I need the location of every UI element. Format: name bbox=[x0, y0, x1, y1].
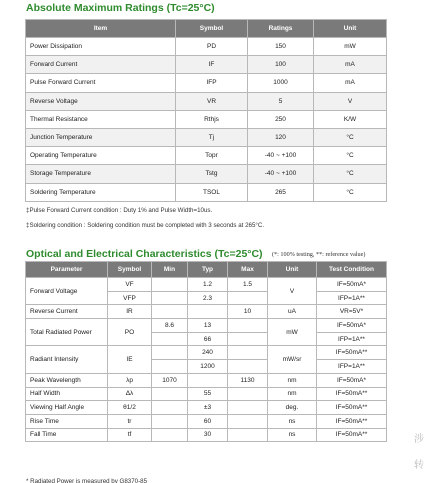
cell-condition: IFP=1A** bbox=[317, 332, 387, 346]
cell-symbol: VFP bbox=[108, 291, 152, 305]
cell-max: 10 bbox=[228, 305, 268, 319]
table-row bbox=[26, 165, 387, 183]
cell-condition: IF=50mA* bbox=[317, 319, 387, 333]
cell-condition: IF=50mA** bbox=[317, 428, 387, 442]
col-symbol: Symbol bbox=[176, 20, 248, 38]
cell-min bbox=[152, 278, 188, 292]
cell-unit: ns bbox=[268, 414, 317, 428]
cell-parameter: Reverse Current bbox=[26, 305, 108, 319]
cell-item: Pulse Forward Current bbox=[26, 74, 176, 92]
cell-unit: mW bbox=[314, 38, 387, 56]
cell-max: 1.5 bbox=[228, 278, 268, 292]
cell-item: Storage Temperature bbox=[26, 165, 176, 183]
cell-parameter: Peak Wavelength bbox=[26, 373, 108, 387]
abs-header-row bbox=[26, 20, 387, 38]
table-row bbox=[26, 56, 387, 74]
cell-unit: mA bbox=[314, 56, 387, 74]
cell-unit: °C bbox=[314, 165, 387, 183]
table-row bbox=[26, 110, 387, 128]
cell-rating: 265 bbox=[248, 183, 314, 201]
cell-item: Forward Current bbox=[26, 56, 176, 74]
cell-max bbox=[228, 428, 268, 442]
cell-typ: 1.2 bbox=[188, 278, 228, 292]
cell-min bbox=[152, 387, 188, 401]
table-row bbox=[26, 387, 387, 401]
optical-title: Optical and Electrical Characteristics (Tc=25°C) bbox=[26, 248, 263, 260]
cell-condition: IF=50mA** bbox=[317, 401, 387, 415]
col-typ: Typ bbox=[188, 262, 228, 278]
cell-item: Junction Temperature bbox=[26, 128, 176, 146]
col-ratings: Ratings bbox=[248, 20, 314, 38]
table-row bbox=[26, 183, 387, 201]
cell-rating: 120 bbox=[248, 128, 314, 146]
col-unit: Unit bbox=[268, 262, 317, 278]
cell-max bbox=[228, 401, 268, 415]
cell-symbol: VR bbox=[176, 92, 248, 110]
cell-unit: mW/sr bbox=[268, 346, 317, 373]
cell-typ: 55 bbox=[188, 387, 228, 401]
cell-condition: IFP=1A** bbox=[317, 360, 387, 374]
cell-parameter: Total Radiated Power bbox=[26, 319, 108, 346]
cell-unit: °C bbox=[314, 147, 387, 165]
cell-typ bbox=[188, 373, 228, 387]
cell-max bbox=[228, 291, 268, 305]
cell-unit: mA bbox=[314, 74, 387, 92]
cell-condition: IFP=1A** bbox=[317, 291, 387, 305]
cell-unit: uA bbox=[268, 305, 317, 319]
cell-unit: K/W bbox=[314, 110, 387, 128]
cell-min bbox=[152, 305, 188, 319]
cell-symbol: IE bbox=[108, 346, 152, 373]
cell-typ: 60 bbox=[188, 414, 228, 428]
cell-min bbox=[152, 401, 188, 415]
table-row bbox=[26, 147, 387, 165]
cell-typ: 240 bbox=[188, 346, 228, 360]
table-row bbox=[26, 428, 387, 442]
cell-max bbox=[228, 414, 268, 428]
cell-min bbox=[152, 428, 188, 442]
cell-item: Reverse Voltage bbox=[26, 92, 176, 110]
cell-rating: 250 bbox=[248, 110, 314, 128]
table-row bbox=[26, 38, 387, 56]
col-min: Min bbox=[152, 262, 188, 278]
cell-unit: V bbox=[314, 92, 387, 110]
cell-min bbox=[152, 360, 188, 374]
cell-item: Thermal Resistance bbox=[26, 110, 176, 128]
cell-item: Soldering Temperature bbox=[26, 183, 176, 201]
table-row bbox=[26, 373, 387, 387]
cell-max bbox=[228, 346, 268, 360]
table-row bbox=[26, 92, 387, 110]
cell-symbol: IFP bbox=[176, 74, 248, 92]
cell-symbol: TSOL bbox=[176, 183, 248, 201]
side-glyph: 涉 bbox=[414, 434, 424, 445]
cell-symbol: Topr bbox=[176, 147, 248, 165]
cell-symbol: IR bbox=[108, 305, 152, 319]
cell-symbol: θ1/2 bbox=[108, 401, 152, 415]
cell-condition: IF=50mA** bbox=[317, 387, 387, 401]
table-row bbox=[26, 346, 387, 360]
cell-symbol: Tstg bbox=[176, 165, 248, 183]
col-item: Item bbox=[26, 20, 176, 38]
cell-condition: IF=50mA** bbox=[317, 346, 387, 360]
cell-min: 1070 bbox=[152, 373, 188, 387]
cell-symbol: tf bbox=[108, 428, 152, 442]
cell-max: 1130 bbox=[228, 373, 268, 387]
cell-condition: IF=50mA* bbox=[317, 278, 387, 292]
cell-symbol: Tj bbox=[176, 128, 248, 146]
cell-max bbox=[228, 332, 268, 346]
col-unit: Unit bbox=[314, 20, 387, 38]
optical-table bbox=[25, 261, 387, 442]
col-parameter: Parameter bbox=[26, 262, 108, 278]
cell-symbol: Rthjs bbox=[176, 110, 248, 128]
table-row bbox=[26, 401, 387, 415]
cell-unit: deg. bbox=[268, 401, 317, 415]
table-row bbox=[26, 128, 387, 146]
cell-unit: °C bbox=[314, 128, 387, 146]
table-row bbox=[26, 305, 387, 319]
table-row bbox=[26, 319, 387, 333]
opt-header-row bbox=[26, 262, 387, 278]
cell-parameter: Half Width bbox=[26, 387, 108, 401]
cell-rating: 100 bbox=[248, 56, 314, 74]
cell-symbol: PD bbox=[176, 38, 248, 56]
cell-unit: nm bbox=[268, 387, 317, 401]
cell-typ: 30 bbox=[188, 428, 228, 442]
soldering-note: ‡Soldering condition : Soldering condition must be completed with 3 seconds at 265°C. bbox=[26, 222, 265, 229]
cell-min bbox=[152, 346, 188, 360]
cell-parameter: Rise Time bbox=[26, 414, 108, 428]
table-row bbox=[26, 74, 387, 92]
cell-min bbox=[152, 291, 188, 305]
cell-typ: 13 bbox=[188, 319, 228, 333]
cell-condition: IF=50mA* bbox=[317, 373, 387, 387]
cell-item: Operating Temperature bbox=[26, 147, 176, 165]
cell-unit: ns bbox=[268, 428, 317, 442]
cell-typ: ±3 bbox=[188, 401, 228, 415]
cell-condition: IF=50mA** bbox=[317, 414, 387, 428]
cell-symbol: PO bbox=[108, 319, 152, 346]
cell-rating: 150 bbox=[248, 38, 314, 56]
cell-typ: 66 bbox=[188, 332, 228, 346]
cell-parameter: Fall Time bbox=[26, 428, 108, 442]
cell-typ bbox=[188, 305, 228, 319]
cell-parameter: Viewing Half Angle bbox=[26, 401, 108, 415]
cell-parameter: Radiant Intensity bbox=[26, 346, 108, 373]
cell-unit: °C bbox=[314, 183, 387, 201]
cell-symbol: IF bbox=[176, 56, 248, 74]
cell-parameter: Forward Voltage bbox=[26, 278, 108, 305]
cell-max bbox=[228, 360, 268, 374]
testing-legend: (*: 100% testing, **: reference value) bbox=[272, 251, 366, 258]
pulse-note: ‡Pulse Forward Current condition : Duty 1% and Pulse Width=10us. bbox=[26, 207, 213, 214]
table-row bbox=[26, 278, 387, 292]
cell-symbol: tr bbox=[108, 414, 152, 428]
abs-max-table bbox=[25, 19, 387, 202]
col-max: Max bbox=[228, 262, 268, 278]
abs-max-title: Absolute Maximum Ratings (Tc=25°C) bbox=[26, 2, 215, 14]
cell-max bbox=[228, 387, 268, 401]
cell-item: Power Dissipation bbox=[26, 38, 176, 56]
cell-typ: 2.3 bbox=[188, 291, 228, 305]
side-glyph: 转 bbox=[414, 460, 424, 471]
col-test-condition: Test Condition bbox=[317, 262, 387, 278]
cell-min bbox=[152, 414, 188, 428]
cell-typ: 1200 bbox=[188, 360, 228, 374]
cell-symbol: λp bbox=[108, 373, 152, 387]
cell-max bbox=[228, 319, 268, 333]
cell-rating: 1000 bbox=[248, 74, 314, 92]
cell-rating: 5 bbox=[248, 92, 314, 110]
cell-unit: V bbox=[268, 278, 317, 305]
cell-rating: -40 ~ +100 bbox=[248, 165, 314, 183]
cell-symbol: Δλ bbox=[108, 387, 152, 401]
cell-condition: VR=5V* bbox=[317, 305, 387, 319]
cell-min bbox=[152, 332, 188, 346]
cell-symbol: VF bbox=[108, 278, 152, 292]
radiated-power-note: * Radiated Power is measured by G8370-85 bbox=[26, 478, 148, 483]
cell-min: 8.6 bbox=[152, 319, 188, 333]
cell-unit: nm bbox=[268, 373, 317, 387]
cell-rating: -40 ~ +100 bbox=[248, 147, 314, 165]
table-row bbox=[26, 414, 387, 428]
cell-unit: mW bbox=[268, 319, 317, 346]
col-symbol: Symbol bbox=[108, 262, 152, 278]
